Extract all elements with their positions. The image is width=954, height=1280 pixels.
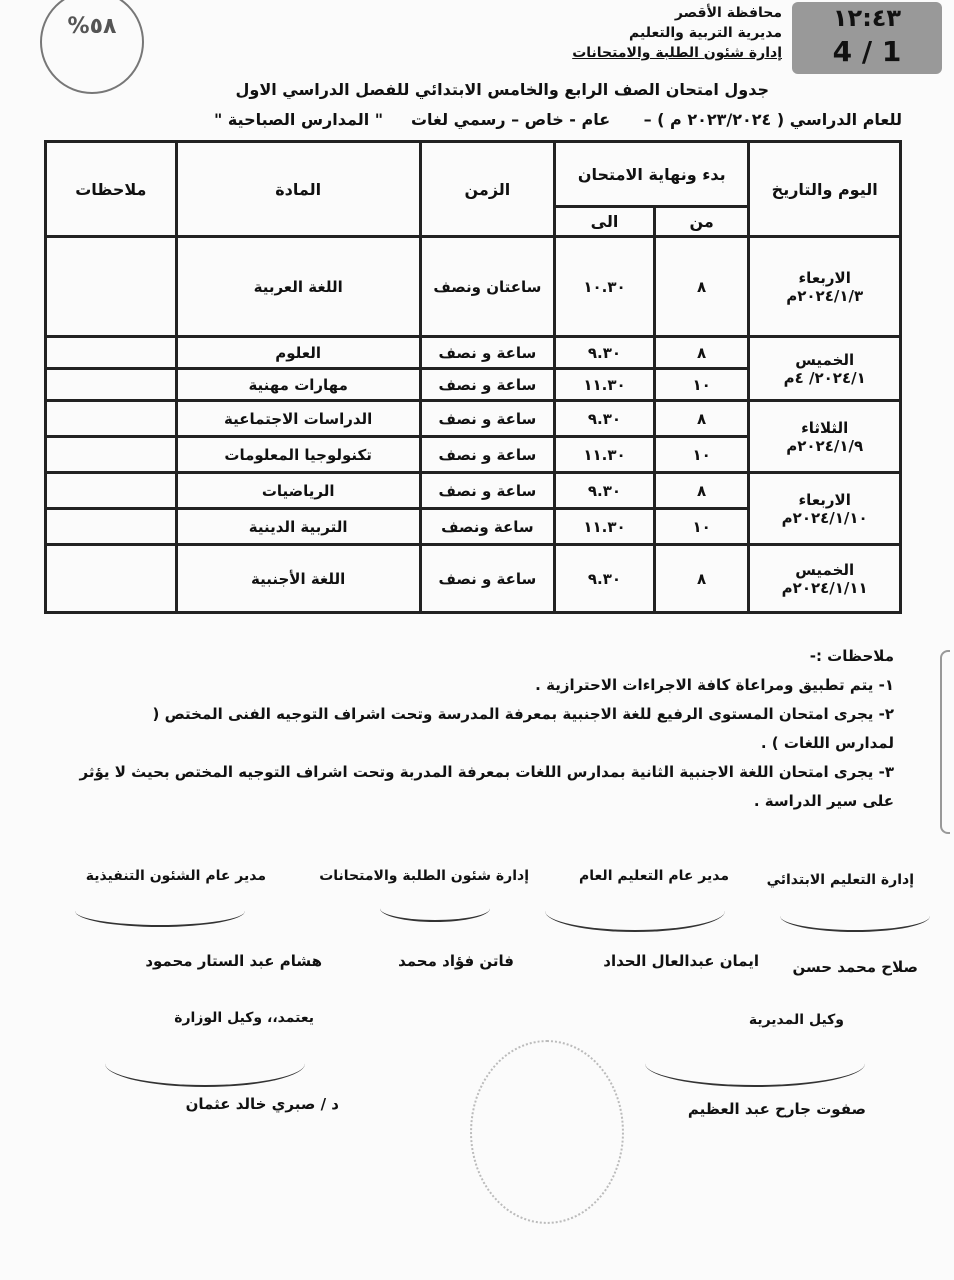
department: إدارة شئون الطلبة والامتحانات: [572, 45, 782, 61]
table-row: [46, 237, 901, 337]
time-page-overlay: [792, 2, 942, 74]
sig-title: يعتمد،، وكيل الوزارة: [174, 1010, 314, 1026]
table-row: [46, 473, 901, 509]
day-date-cell: [749, 401, 901, 473]
duration-cell: ساعة و نصف: [420, 401, 555, 437]
from-cell: ٨: [654, 545, 749, 613]
from-cell: ١٠: [654, 369, 749, 401]
note-item: ٣- يجرى امتحان اللغة الاجنبية الثانية بمدارس اللغات بمعرفة المدربة وتحت اشراف التوجيه المختص بحيث لا يؤثر على سير الدراسة .: [79, 763, 894, 810]
to-cell: ١٠.٣٠: [555, 237, 655, 337]
duration-cell: ساعة و نصف: [420, 545, 555, 613]
day-date-cell: [749, 237, 901, 337]
note-item: ١- يتم تطبيق ومراعاة كافة الاجراءات الاحترازية .: [535, 676, 894, 694]
sig-title: مدير عام التعليم العام: [579, 868, 729, 884]
to-cell: ٩.٣٠: [555, 545, 655, 613]
subject-cell: الدراسات الاجتماعية: [176, 401, 420, 437]
duration-cell: ساعتان ونصف: [420, 237, 555, 337]
from-cell: ٨: [654, 337, 749, 369]
overlay-time: ١٢:٤٣: [832, 4, 902, 32]
notes-cell: [46, 473, 177, 509]
sig-name: د / صبري خالد عثمان: [185, 1095, 339, 1113]
header-start-end: بدء ونهاية الامتحان: [555, 142, 749, 207]
header-to: الى: [555, 207, 655, 237]
date: ٢٠٢٤/١/٣م: [786, 286, 864, 305]
sig-title: وكيل المديرية: [748, 1012, 844, 1028]
sig-name: هشام عبد الستار محمود: [145, 952, 322, 970]
from-cell: ٨: [654, 473, 749, 509]
day: الثلاثاء: [801, 418, 849, 437]
from-cell: ١٠: [654, 509, 749, 545]
sig-name: فاتن فؤاد محمد: [398, 952, 514, 970]
day: الخميس: [795, 560, 855, 579]
signature-mark: [645, 1040, 865, 1087]
note-item: ٢- يجرى امتحان المستوى الرفيع للغة الاجنبية بمعرفة المدرسة وتحت اشراف التوجيه الفنى المختص ( لمدارس اللغات ) .: [152, 705, 894, 752]
subject-cell: العلوم: [176, 337, 420, 369]
notes-cell: [46, 437, 177, 473]
scrollbar[interactable]: [940, 650, 950, 834]
day-date-cell: [749, 337, 901, 401]
day: الخميس: [795, 350, 855, 369]
exam-schedule-table: [44, 140, 902, 614]
duration-cell: ساعة ونصف: [420, 509, 555, 545]
to-cell: ١١.٣٠: [555, 369, 655, 401]
sig-name: صفوت جارح عبد العظيم: [687, 1100, 866, 1118]
subject-cell: الرياضيات: [176, 473, 420, 509]
from-cell: ١٠: [654, 437, 749, 473]
to-cell: ٩.٣٠: [555, 401, 655, 437]
duration-cell: ساعة و نصف: [420, 337, 555, 369]
governorate: محافظة الأقصر: [674, 5, 782, 21]
signature-mark: [545, 890, 725, 932]
header-notes: ملاحظات: [46, 142, 177, 237]
sig-title: إدارة شئون الطلبة والامتحانات: [319, 868, 529, 884]
notes-section: [54, 642, 894, 816]
overlay-page: 4 / 1: [832, 35, 902, 68]
header-from: من: [654, 207, 749, 237]
header-duration: الزمن: [420, 142, 555, 237]
signature-mark: [380, 895, 490, 922]
sig-name: صلاح محمد حسن: [792, 958, 918, 976]
duration-cell: ساعة و نصف: [420, 369, 555, 401]
signature-mark: [780, 900, 930, 932]
subject-cell: مهارات مهنية: [176, 369, 420, 401]
duration-cell: ساعة و نصف: [420, 473, 555, 509]
directorate: مديرية التربية والتعليم: [629, 25, 782, 41]
from-cell: ٨: [654, 237, 749, 337]
subject-cell: تكنولوجيا المعلومات: [176, 437, 420, 473]
table-row: [46, 401, 901, 437]
subject-cell: اللغة الأجنبية: [176, 545, 420, 613]
notes-cell: [46, 509, 177, 545]
notes-heading: ملاحظات :-: [809, 647, 894, 665]
subject-cell: اللغة العربية: [176, 237, 420, 337]
date: ٢٠٢٤/١/٩م: [786, 436, 864, 455]
to-cell: ١١.٣٠: [555, 437, 655, 473]
from-cell: ٨: [654, 401, 749, 437]
sig-title: إدارة التعليم الابتدائي: [766, 872, 914, 888]
document-title: جدول امتحان الصف الرابع والخامس الابتدائي للفصل الدراسي الاول: [235, 80, 769, 99]
to-cell: ٩.٣٠: [555, 337, 655, 369]
to-cell: ٩.٣٠: [555, 473, 655, 509]
duration-cell: ساعة و نصف: [420, 437, 555, 473]
day: الاربعاء: [798, 490, 851, 509]
sig-title: مدير عام الشئون التنفيذية: [85, 868, 266, 884]
stamp-text: %٥٨: [67, 14, 117, 39]
subject-cell: التربية الدينية: [176, 509, 420, 545]
document-subtitle: للعام الدراسي ( ٢٠٢٣/٢٠٢٤ م ) – عام - خاص – رسمي لغات " المدارس الصباحية ": [213, 110, 902, 129]
signature-mark: [105, 1040, 305, 1087]
date: ٢٠٢٤/١/١١م: [781, 578, 868, 597]
date: ٢٠٢٤/١/ ٤م: [783, 368, 866, 387]
day: الاربعاء: [798, 268, 851, 287]
notes-cell: [46, 337, 177, 369]
table-row: [46, 545, 901, 613]
table-row: [46, 337, 901, 369]
notes-cell: [46, 401, 177, 437]
official-stamp: [40, 0, 144, 94]
signature-mark: [75, 895, 245, 927]
notes-cell: [46, 237, 177, 337]
notes-cell: [46, 369, 177, 401]
date: ٢٠٢٤/١/١٠م: [781, 508, 868, 527]
faded-seal: [470, 1040, 624, 1224]
day-date-cell: [749, 473, 901, 545]
to-cell: ١١.٣٠: [555, 509, 655, 545]
notes-cell: [46, 545, 177, 613]
header-subject: المادة: [176, 142, 420, 237]
sig-name: ايمان عبدالعال الحداد: [603, 952, 759, 970]
day-date-cell: [749, 545, 901, 613]
header-day-date: اليوم والتاريخ: [749, 142, 901, 237]
